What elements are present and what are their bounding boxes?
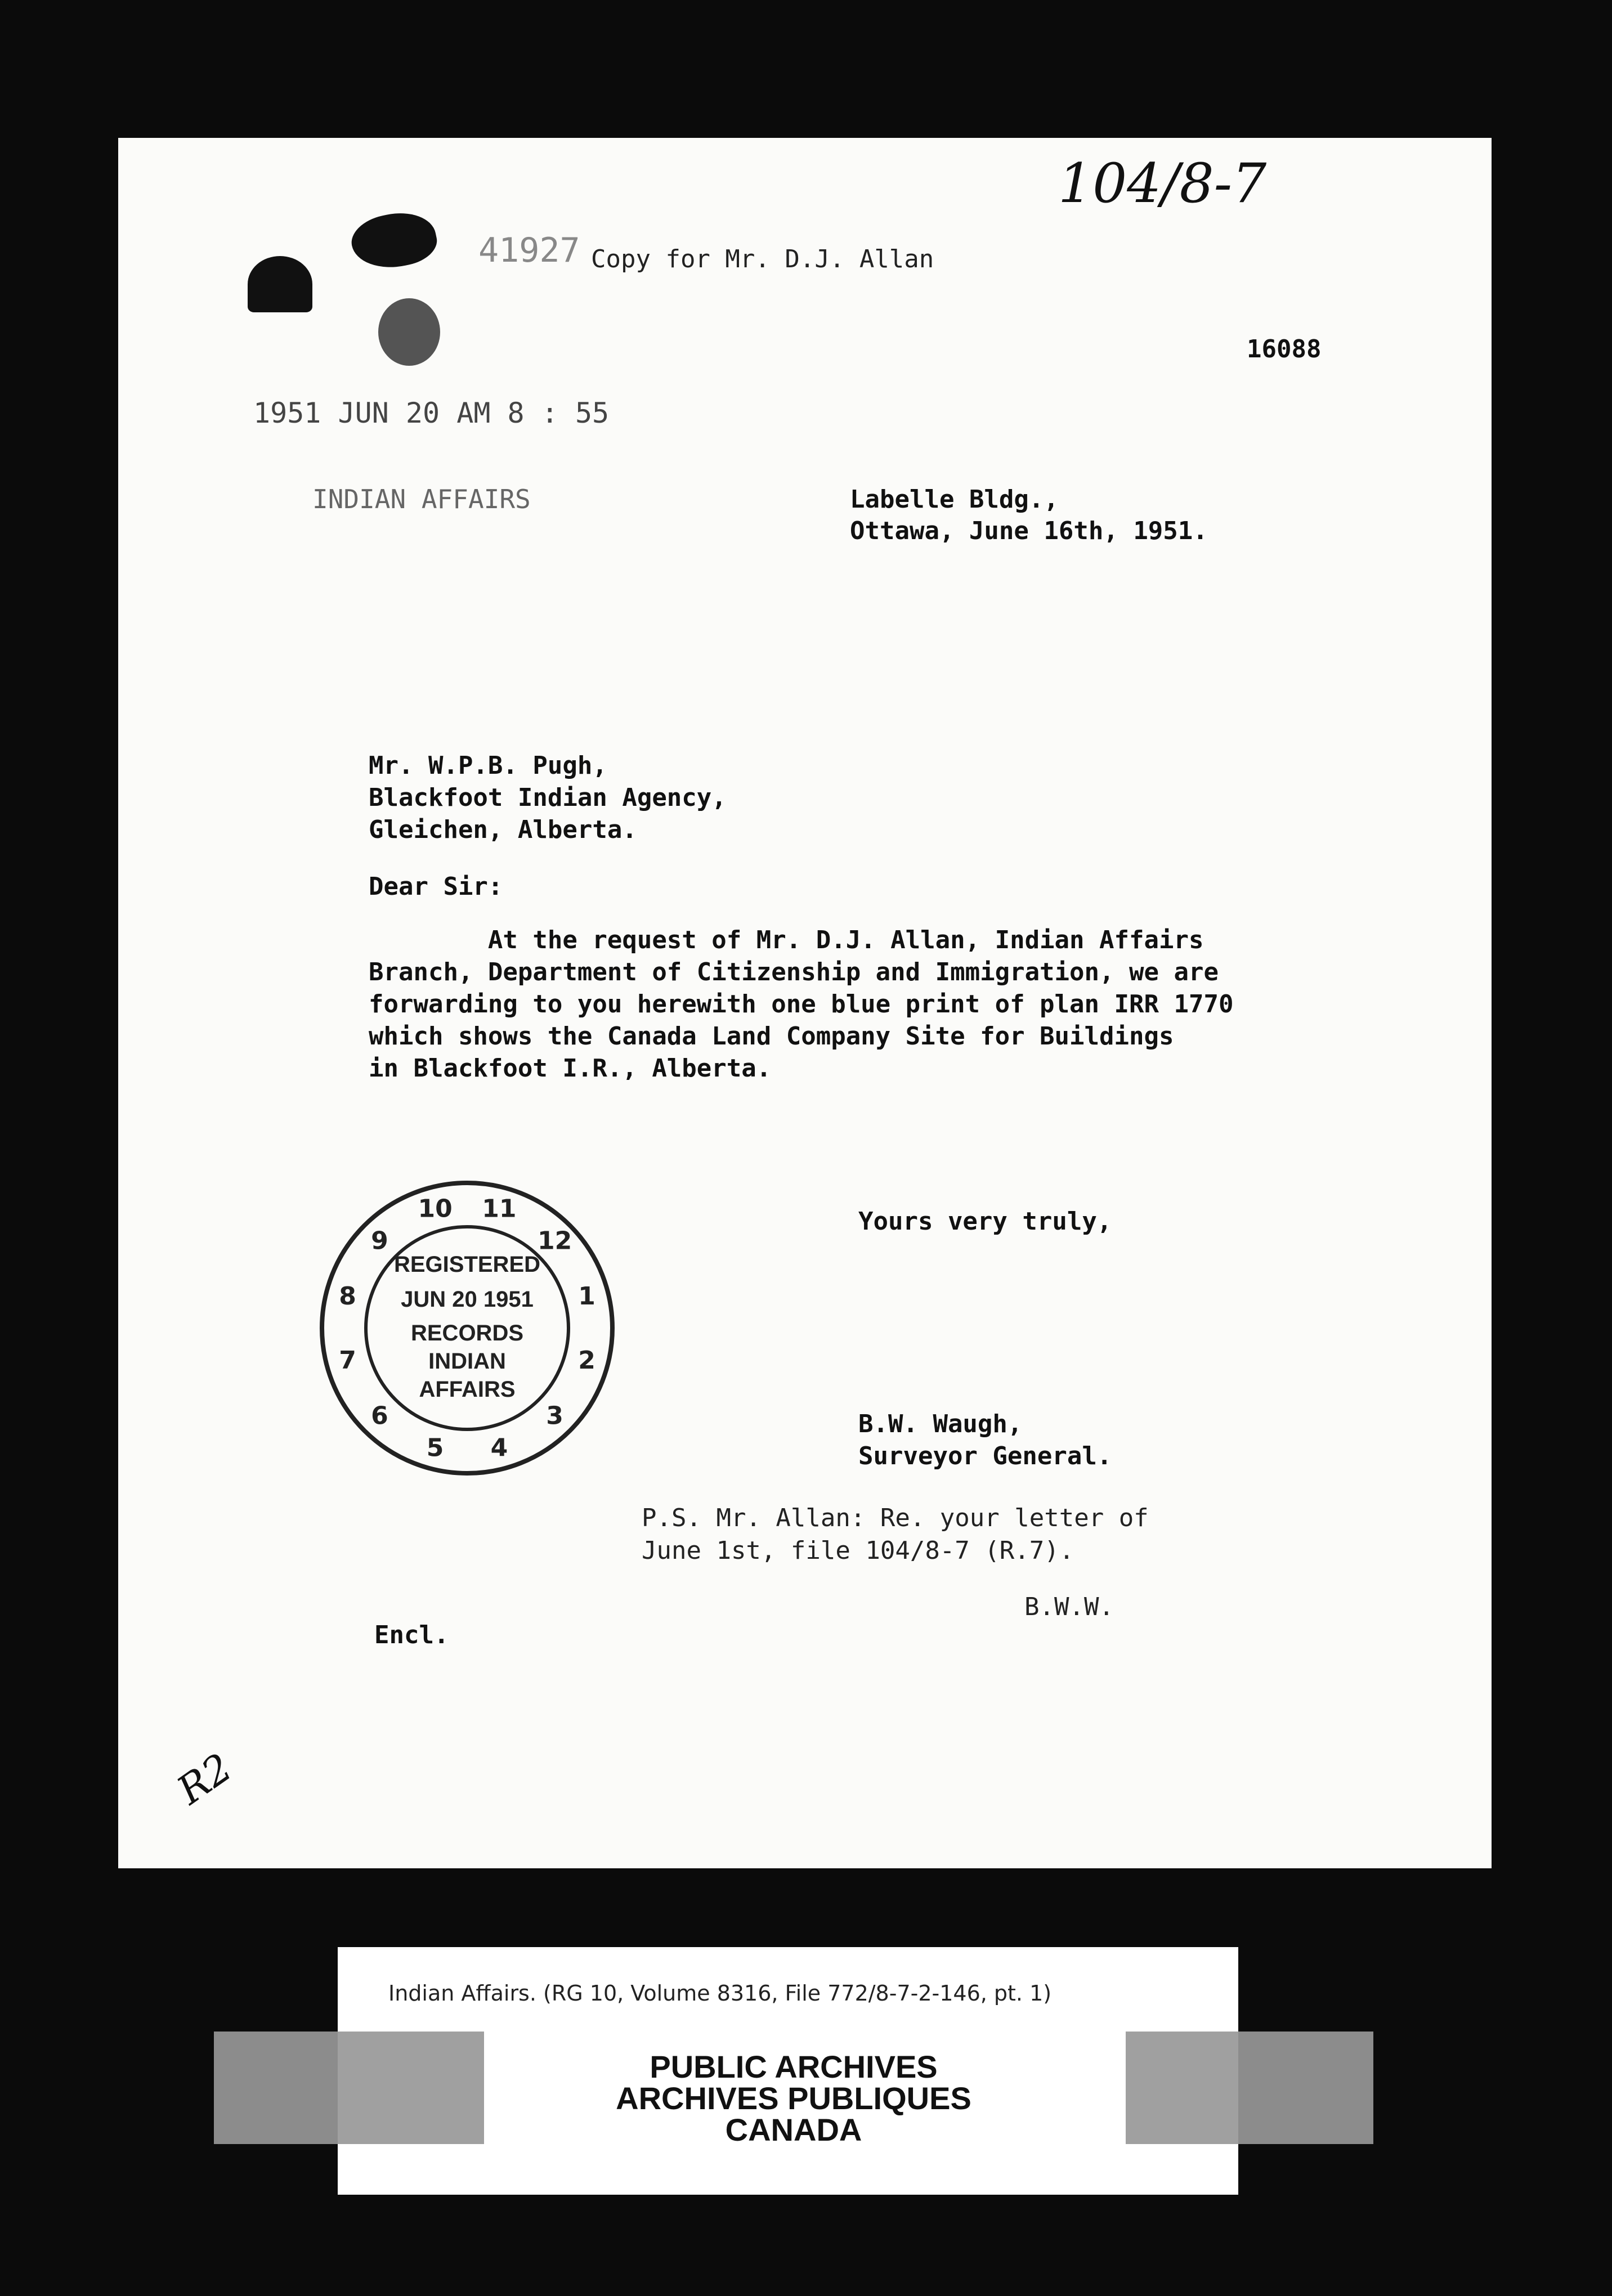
indian-affairs-stamp: INDIAN AFFAIRS [312,484,531,514]
stamp-dial-number: 2 [578,1346,595,1375]
copy-note: Copy for Mr. D.J. Allan [591,245,934,273]
signature-name: B.W. Waugh, [858,1410,1023,1438]
sender-address-line-2: Ottawa, June 16th, 1951. [850,517,1208,545]
ink-blot-left [248,256,312,312]
recipient-address-line-1: Mr. W.P.B. Pugh, [369,751,607,780]
sender-address-line-1: Labelle Bldg., [850,485,1059,514]
body-line-2: Branch, Department of Citizenship and Immigration, we are [369,958,1219,986]
archive-title [540,2051,1047,2146]
postscript-line-1: P.S. Mr. Allan: Re. your letter of [642,1504,1149,1532]
archive-title-line-2: ARCHIVES PUBLIQUES [616,2080,971,2116]
margin-handwriting: R2 [169,1744,240,1814]
salutation: Dear Sir: [369,872,503,901]
stamp-dial-number: 6 [371,1401,388,1430]
body-line-4: which shows the Canada Land Company Site for Buildings [369,1022,1174,1051]
body-line-5: in Blackfoot I.R., Alberta. [369,1054,772,1083]
stamp-dial-number: 4 [490,1433,508,1463]
postscript-line-2: June 1st, file 104/8-7 (R.7). [642,1536,1074,1565]
stamp-dial-number: 12 [537,1226,572,1255]
registered-stamp [315,1176,619,1480]
stamp-dial-number: 7 [339,1346,356,1375]
archive-title-line-1: PUBLIC ARCHIVES [650,2049,938,2084]
recipient-address-line-3: Gleichen, Alberta. [369,815,637,844]
stamp-dial-number: 11 [482,1194,517,1223]
stamp-line-2: JUN 20 1951 [401,1287,534,1312]
stamp-dial-number: 8 [339,1282,356,1311]
stamp-line-5: AFFAIRS [419,1377,516,1402]
stamp-dial-number: 9 [371,1226,388,1255]
body-line-1: At the request of Mr. D.J. Allan, Indian Affairs [369,926,1204,954]
stamp-line-4: INDIAN [428,1349,506,1374]
closing: Yours very truly, [858,1207,1112,1236]
stamp-dial-number: 3 [546,1401,563,1430]
tape-right [1227,2032,1373,2144]
enclosure-note: Encl. [374,1621,449,1649]
tape-center-left [338,2032,484,2144]
stamp-dial-number: 10 [418,1194,453,1223]
stamp-dial-number: 1 [578,1282,595,1311]
tape-center-right [1126,2032,1238,2144]
initials: B.W.W. [1024,1593,1114,1621]
recipient-address-line-2: Blackfoot Indian Agency, [369,783,727,812]
archive-title-line-3: CANADA [725,2112,862,2147]
letter-number: 16088 [1247,335,1322,364]
stamp-line-1: REGISTERED [393,1252,541,1277]
ink-scribble [378,298,440,366]
received-date-stamp: 1951 JUN 20 AM 8 : 55 [253,397,610,429]
body-line-3: forwarding to you herewith one blue print of plan IRR 1770 [369,990,1234,1019]
stamp-line-3: RECORDS [410,1321,524,1346]
signature-title: Surveyor General. [858,1442,1112,1470]
handwritten-file-number: 104/8-7 [1058,152,1267,215]
archive-citation: Indian Affairs. (RG 10, Volume 8316, File 772/8-7-2-146, pt. 1) [388,1981,1052,2006]
registry-number: 41927 [478,231,580,270]
stamp-dial-number: 5 [426,1433,444,1463]
